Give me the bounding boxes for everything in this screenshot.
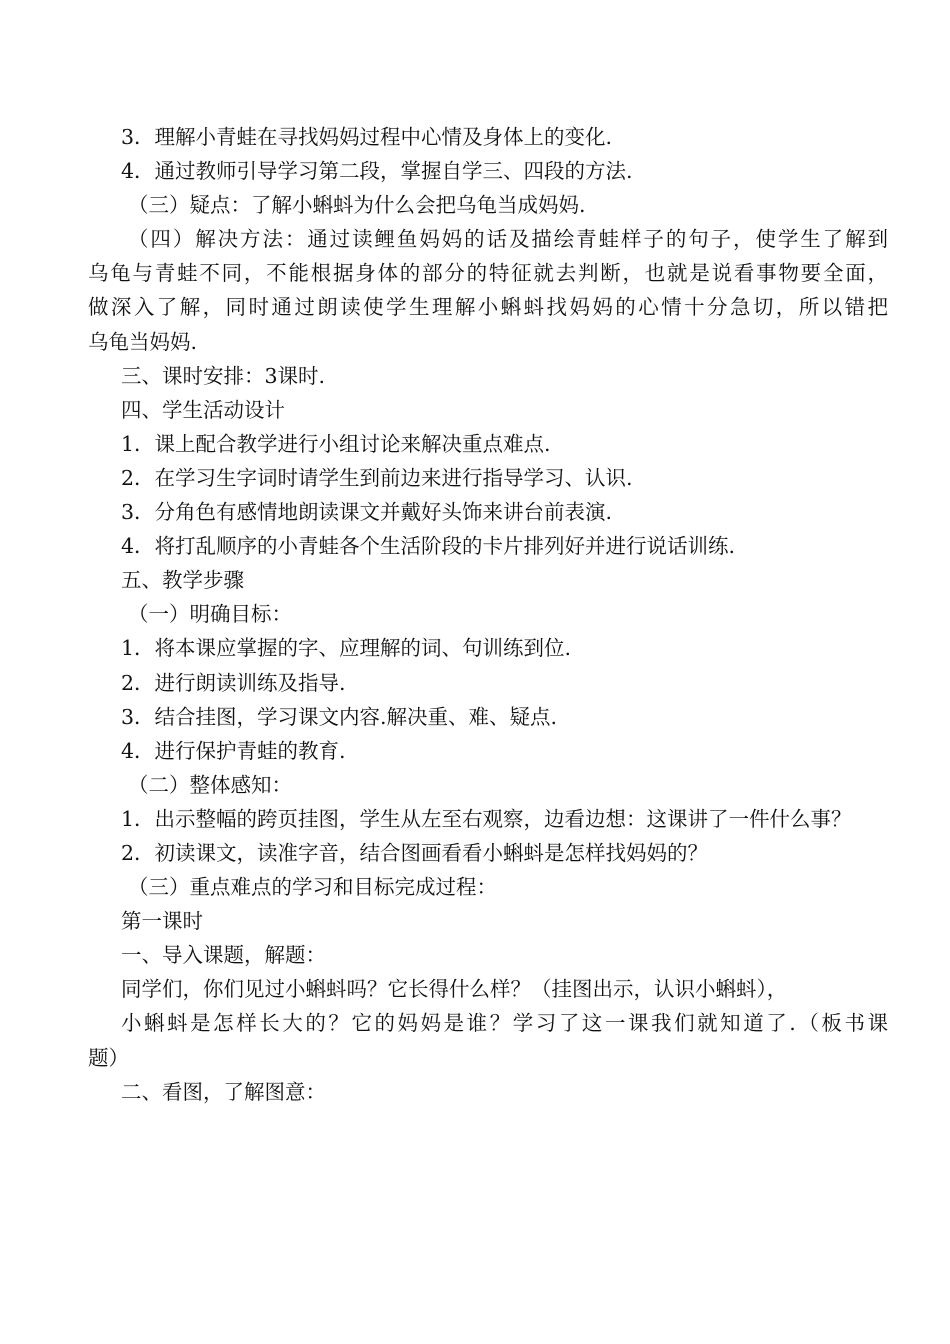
section-heading: 四、学生活动设计: [121, 397, 285, 422]
subsection-heading: （一）明确目标：: [128, 602, 292, 627]
text-line: 2．在学习生字词时请学生到前边来进行指导学习、认识.: [121, 465, 633, 490]
text-line: 2．进行朗读训练及指导.: [121, 670, 346, 695]
text-line: （三）疑点：了解小蝌蚪为什么会把乌龟当成妈妈.: [128, 193, 586, 218]
text-line: 3．分角色有感情地朗读课文并戴好头饰来讲台前表演.: [121, 500, 613, 525]
section-heading: 五、教学步骤: [121, 568, 244, 593]
text-line: 乌龟当妈妈.: [88, 329, 198, 354]
text-line: 2．初读课文，读准字音，结合图画看看小蝌蚪是怎样找妈妈的？: [121, 840, 709, 865]
text-line: 4．进行保护青蛙的教育.: [121, 738, 346, 763]
lesson-heading: 第一课时: [121, 909, 203, 934]
text-line: 1．出示整幅的跨页挂图，学生从左至右观察，边看边想：这课讲了一件什么事？: [121, 806, 852, 831]
text-line: 小蝌蚪是怎样长大的？它的妈妈是谁？学习了这一课我们就知道了.（板书课: [121, 1011, 888, 1036]
text-line: 4．将打乱顺序的小青蛙各个生活阶段的卡片排列好并进行说话训练.: [121, 534, 736, 559]
section-heading: 三、课时安排：3课时.: [121, 363, 326, 388]
text-line: 做深入了解，同时通过朗读使学生理解小蝌蚪找妈妈的心情十分急切，所以错把: [88, 295, 888, 320]
text-line: 1．课上配合教学进行小组讨论来解决重点难点.: [121, 431, 551, 456]
section-heading: 一、导入课题，解题：: [121, 943, 326, 968]
text-line: 同学们，你们见过小蝌蚪吗？它长得什么样？（挂图出示，认识小蝌蚪），: [121, 977, 788, 1002]
text-line: 1．将本课应掌握的字、应理解的词、句训练到位.: [121, 636, 572, 661]
text-line: 3．结合挂图，学习课文内容.解决重、难、疑点.: [121, 704, 558, 729]
text-line: 4．通过教师引导学习第二段，掌握自学三、四段的方法.: [121, 159, 633, 184]
text-line: 乌龟与青蛙不同，不能根据身体的部分的特征就去判断，也就是说看事物要全面，: [88, 261, 888, 286]
text-line: （四）解决方法：通过读鲤鱼妈妈的话及描绘青蛙样子的句子，使学生了解到: [128, 227, 888, 252]
text-line: 3．理解小青蛙在寻找妈妈过程中心情及身体上的变化.: [121, 125, 613, 149]
subsection-heading: （三）重点难点的学习和目标完成过程：: [128, 875, 497, 900]
text-line: 题）: [88, 1045, 129, 1070]
subsection-heading: （二）整体感知：: [128, 772, 292, 797]
section-heading: 二、看图，了解图意：: [121, 1079, 326, 1104]
document-body: [88, 120, 888, 1109]
